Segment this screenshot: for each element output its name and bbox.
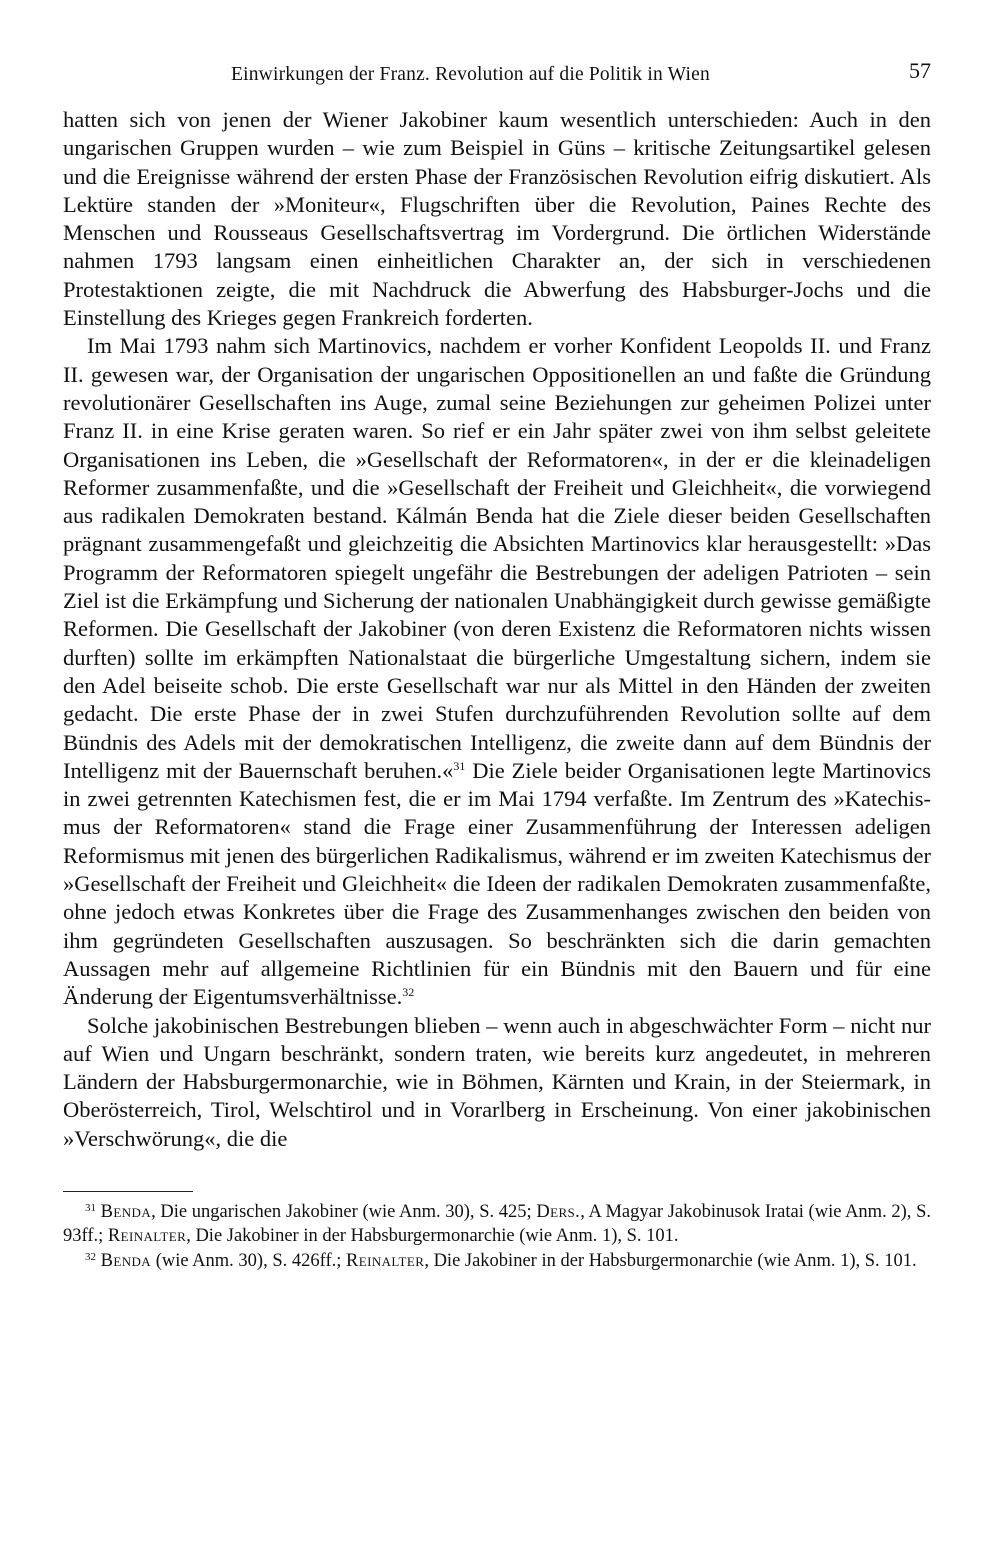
footnote — [63, 1249, 931, 1274]
footnote-marker: 32 — [402, 985, 415, 1000]
footnote-marker: 31 — [453, 758, 466, 773]
author-name: Reinalter — [107, 1226, 187, 1247]
running-title: Einwirkungen der Franz. Revolution auf die Politik in Wien — [231, 64, 710, 85]
paragraph — [63, 332, 931, 1011]
footnote-divider — [63, 1191, 193, 1192]
running-head — [63, 58, 931, 98]
text-run: , Die Jakobiner in der Habsburgermonarchie (wie Anm. 1), S. 101. — [424, 1250, 917, 1271]
text-run: Im Mai 1793 nahm sich Martinovics, nachdem er vorher Konfident Leopolds II. und Franz II. gewesen war, der Organisation der ungarischen Oppositionellen an und faßte die Gründung revolutionärer Gesellschaften ins Auge, zumal seine Beziehungen zur geheimen Polizei unter Franz II. in eine Krise geraten waren. So rief er ein Jahr später zwei von ihm selbst geleitete Organisationen ins Leben, die »Gesellschaft der Reformatoren«, in der er die kleinadeligen Reformer zusammenfaßte, und die »Gesellschaft der Freiheit und Gleichheit«, die vorwiegend aus radikalen Demokraten bestand. Kálmán Benda hat die Ziele dieser beiden Gesellschaften prägnant zusammengefaßt und gleichzeitig die Absichten Martinovics klar herausgestellt: »Das Programm der Reformatoren spiegelt ungefähr die Bestrebungen der adeligen Patrioten – sein Ziel ist die Erkämpfung und Sicherung der nationalen Unabhängigkeit durch gewisse gemäßigte Reformen. Die Gesellschaft der Jakobiner (von deren Existenz die Reformatoren nichts wissen durften) sollte im erkämpften Nationalstaat die bürgerliche Umgestaltung sichern, indem sie den Adel beiseite schob. Die erste Gesellschaft war nur als Mittel in den Händen der zweiten gedacht. Die erste Phase der in zwei Stufen durchzuführenden Revolution sollte auf dem Bündnis des Adels mit der demokratischen Intelligenz, die zweite dann auf dem Bündnis der Intelligenz mit der Bauernschaft beruhen.« — [63, 333, 931, 783]
body-text — [63, 106, 931, 1153]
text-run: Die Ziele beider Organisationen legte Martinovics in zwei getrennten Katechismen fest, die er im Mai 1794 verfaßte. Im Zentrum des »Katechismus der Reformatoren« stand die Frage einer Zusammenführung der Interessen adeligen Reformismus mit jenen des bürgerlichen Radikalismus, während er im zweiten Katechismus der »Gesellschaft der Freiheit und Gleichheit« die Ideen der radikalen Demokraten zusammenfaßte, ohne jedoch etwas Konkretes über die Frage des Zusammenhanges zwischen den beiden von ihm gegründeten Gesellschaften auszusagen. So beschränkten sich die darin gemachten Aussagen mehr auf allgemeine Richtlinien für ein Bündnis mit den Bauern und für eine Änderung der Eigentumsverhältnisse. — [63, 757, 932, 1010]
text-run: , Die Jakobiner in der Habsburgermonarchie (wie Anm. 1), S. 101. — [186, 1226, 679, 1247]
footnotes — [63, 1200, 931, 1274]
page-number: 57 — [909, 58, 931, 83]
text-run: , A Magyar Jakobinusok Iratai (wie Anm. 2), S. 93ff.; — [63, 1201, 931, 1247]
text-run: hatten sich von jenen der Wiener Jakobiner kaum wesentlich unterschieden: Auch in den ungarischen Gruppen wurden – wie zum Beispiel in Güns – kritische Zeitungsartikel gelesen und die Ereignisse während der ersten Phase der Französischen Revolution eifrig diskutiert. Als Lektüre standen der »Moniteur«, Flugschriften über die Revolution, Paines Rechte des Menschen und Rousseaus Gesellschaftsvertrag im Vordergrund. Die örtlichen Widerstände nahmen 1793 langsam einen einheitlichen Charakter an, der sich in verschiedenen Protestaktionen zeigte, die mit Nachdruck die Abwerfung des Habsburger-Jochs und die Einstellung des Krieges gegen Frankreich forderten. — [63, 107, 931, 331]
text-run: (wie Anm. 30), S. 426ff.; — [151, 1250, 347, 1271]
text-run: , Die ungarischen Jakobiner (wie Anm. 30), S. 425; — [151, 1201, 537, 1222]
paragraph — [63, 106, 931, 332]
author-name: Benda — [100, 1250, 152, 1271]
author-name: Benda — [100, 1201, 152, 1222]
footnote — [63, 1200, 931, 1249]
footnote-marker: 32 — [85, 1250, 96, 1263]
paragraph — [63, 1012, 931, 1153]
footnote-marker: 31 — [85, 1201, 96, 1214]
text-run: Solche jakobinischen Bestrebungen blieben – wenn auch in abgeschwächter Form – nicht nur auf Wien und Ungarn beschränkt, sondern traten, wie bereits kurz angedeutet, in mehreren Ländern der Habsburgermonarchie, wie in Böhmen, Kärnten und Krain, in der Steiermark, in Oberösterreich, Tirol, Welschtirol und in Vorarlberg in Erscheinung. Von einer jakobinischen »Verschwörung«, die die — [63, 1012, 931, 1151]
book-page — [63, 58, 931, 1273]
author-name: Reinalter — [346, 1250, 425, 1271]
author-name: Ders. — [536, 1201, 581, 1222]
